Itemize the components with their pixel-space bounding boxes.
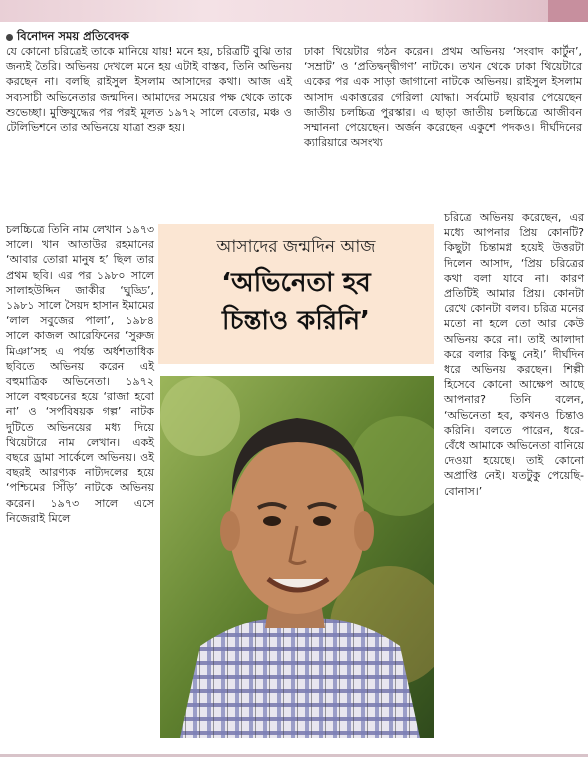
portrait-photo (160, 376, 434, 738)
top-decor-strip (0, 0, 588, 22)
kicker: আসাদের জন্মদিন আজ (216, 237, 376, 257)
portrait-illustration (160, 376, 434, 738)
left-column-paragraph: চলচ্চিত্রে তিনি নাম লেখান ১৯৭৩ সালে। খান আতাউর রহমানের ‘আবার তোরা মানুষ হ’ ছিল তার প্রথম ছবি। এর পর ১৯৮০ সালে সালাহউদ্দিন জাকীর ‘ঘুড্ডি’, ১৯৮১ সালে সৈয়দ হাসান ইমামের ‘লাল সবুজের পালা’, ১৯৮৪ সালে কাজল আরেফিনের ‘সুরুজ মিঞা’সহ এ পর্যন্ত অর্ধশতাধিক ছবিতে অভিনয় করেন এই বহুমাত্রিক অভিনেতা। ১৯৭২ সালে বহুবচনের হয়ে ‘রাজা হবো না’ ও ‘সর্পবিষয়ক গল্প’ নাটক দুটিতে অভিনয়ের মধ্য দিয়ে থিয়েটারে নাম লেখান। একই বছরে ড্রামা সার্কেলে অভিনয়। ওই বছরই আরণ্যক নাট্যদলের হয়ে ‘পশ্চিমের সিঁড়ি’ নাটকে অভিনয় করেন। ১৯৭৩ সালে এসে নিজেরাই মিলে (6, 223, 154, 525)
right-column-paragraph: চরিত্রে অভিনয় করেছেন, এর মধ্যে আপনার প্রিয় কোনটি? কিছুটা চিন্তামগ্ন হয়েই উত্তরটা দিলেন আসাদ, ‘প্রিয় চরিত্রের কথা বলা যাবে না। কারণ প্রতিটিই আমার প্রিয়। কোনটা রেখে কোনটা বলব। চরিত্র মনের মতো না হলে তো আর কেউ অভিনয় করে না। তাই আলাদা করে বলার কিছু নেই।’ দীর্ঘদিন ধরে অভিনয় করছেন। শিল্পী হিসেবে কোনো আক্ষেপ আছে আপনার? তিনি বলেন, ‘অভিনেতা হব, কখনও চিন্তাও করিনি। বলতে পারেন, ধরে-বেঁধে আমাকে অভিনেতা বানিয়ে দেওয়া হয়েছে। তাই কোনো অপ্রাপ্তি নেই। যতটুকু পেয়েছি- বোনাস।’ (444, 211, 584, 498)
intro-paragraph: যে কোনো চরিত্রেই তাকে মানিয়ে যায়! মনে হয়, চরিত্রটি বুঝি তার জন্যই তৈরি। অভিনয় দেখলে মনে হয় এটাই বাস্তব, তিনি অভিনয় করছেন না। বলছি রাইসুল ইসলাম আসাদের কথা। আজ এই সব্যসাচী অভিনেতার জন্মদিন। আমাদের সময়ের পক্ষ থেকে তাকে শুভেচ্ছা। মুক্তিযুদ্ধের পর পরই মূলত ১৯৭২ সালে বেতার, মঞ্চ ও টেলিভিশনে তার অভিনয়ে যাত্রা শুরু হয়। (6, 45, 292, 135)
article-column-left (6, 222, 154, 526)
bottom-rule (0, 754, 588, 757)
byline-text: বিনোদন সময় প্রতিবেদক (17, 29, 129, 43)
headline-line-1: ‘অভিনেতা হব (221, 268, 371, 298)
right-top-paragraph: ঢাকা থিয়েটার গঠন করেন। প্রথম অভিনয় ‘সংবাদ কার্টুন’, ‘সম্রাট’ ও ‘প্রতিদ্বন্দ্বীগণ’ নাটকে। তখন থেকে ঢাকা থিয়েটারে একের পর এক সাড়া জাগানো নাটকে অভিনয়। রাইসুল ইসলাম আসাদ একাত্তরের গেরিলা যোদ্ধা। সর্বমোট ছয়বার পেয়েছেন জাতীয় চলচ্চিত্র পুরস্কার। এ ছাড়া জাতীয় চলচ্চিত্রে আজীবন সম্মাননা পেয়েছেন। অর্জন করেছেন একুশে পদকও। দীর্ঘদিনের ক্যারিয়ারে অসংখ্য (304, 45, 582, 150)
headline-box (158, 224, 434, 364)
article-intro (6, 44, 292, 135)
headline-line-2: চিন্তাও করিনি’ (222, 306, 370, 336)
article-column-right (444, 210, 584, 499)
bullet-icon (6, 34, 13, 41)
article-column-right-top (304, 44, 582, 150)
